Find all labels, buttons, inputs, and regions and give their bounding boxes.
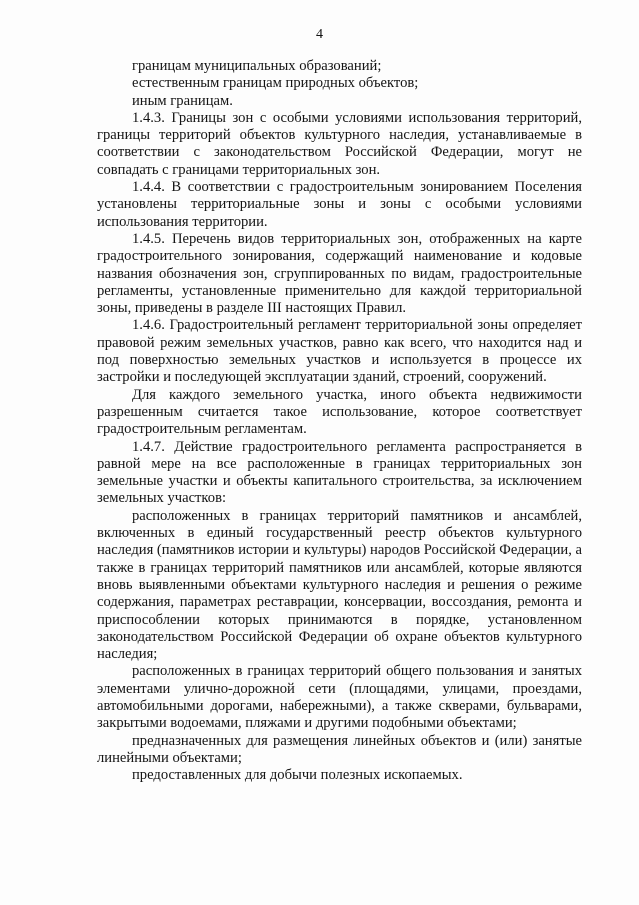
page-number: 4: [316, 27, 323, 42]
paragraph-1-4-3: 1.4.3. Границы зон с особыми условиями использования территорий, границы территорий объектов культурного наследия, устанавливаемые в соответствии с законодательством Российской Федерации, могут не совпадать с границами территориальных зон.: [97, 109, 582, 178]
paragraph-boundary-natural: естественным границам природных объектов;: [132, 75, 419, 92]
paragraph-1-4-4: 1.4.4. В соответствии с градостроительным зонированием Поселения установлены территориальные зоны и зоны с особыми условиями использования территории.: [97, 179, 582, 230]
paragraph-exception-public-areas: расположенных в границах территорий общего пользования и занятых элементами улично-дорожной сети (площадями, улицами, проездами, автомобильными дорогами, набережными), а также скверами, бульварами, закрытыми водоемами, пляжами и другими подобными объектами;: [97, 663, 582, 732]
paragraph-boundary-other: иным границам.: [132, 92, 233, 109]
paragraph-permitted-use: Для каждого земельного участка, иного объекта недвижимости разрешенным считается такое использование, которое соответствует градостроительным регламентам.: [97, 386, 582, 438]
paragraph-1-4-6: 1.4.6. Градостроительный регламент территориальной зоны определяет правовой режим земельных участков, равно как всего, что находится над и под поверхностью земельных участков и используется в процессе их застройки и последующей эксплуатации зданий, строений, сооружений.: [97, 317, 582, 386]
paragraph-1-4-7: 1.4.7. Действие градостроительного регламента распространяется в равной мере на все расположенные в границах территориальных зон земельные участки и объекты капитального строительства, за исключением земельных участков:: [97, 438, 582, 507]
paragraph-1-4-5: 1.4.5. Перечень видов территориальных зон, отображенных на карте градостроительного зонирования, содержащий наименование и кодовые названия обозначения зон, сгруппированных по видам, градостроительные регламенты, установленные применительно для каждой территориальной зоны, приведены в разделе III настоящих Правил.: [97, 230, 582, 317]
paragraph-exception-monuments: расположенных в границах территорий памятников и ансамблей, включенных в единый государственный реестр объектов культурного наследия (памятников истории и культуры) народов Российской Федерации, а также в границах территорий памятников или ансамблей, которые являются вновь выявленными объектами культурного наследия и решения о режиме содержания, параметрах реставрации, консервации, воссоздания, ремонта и приспособлении которых принимаются в порядке, установленном законодательством Российской Федерации об охране объектов культурного наследия;: [97, 507, 582, 663]
paragraph-boundary-municipal: границам муниципальных образований;: [132, 58, 382, 74]
document-body: [97, 58, 582, 784]
paragraph-exception-mining: предоставленных для добычи полезных ископаемых.: [132, 767, 463, 784]
paragraph-exception-linear-objects: предназначенных для размещения линейных объектов и (или) занятые линейными объектами;: [97, 732, 582, 766]
